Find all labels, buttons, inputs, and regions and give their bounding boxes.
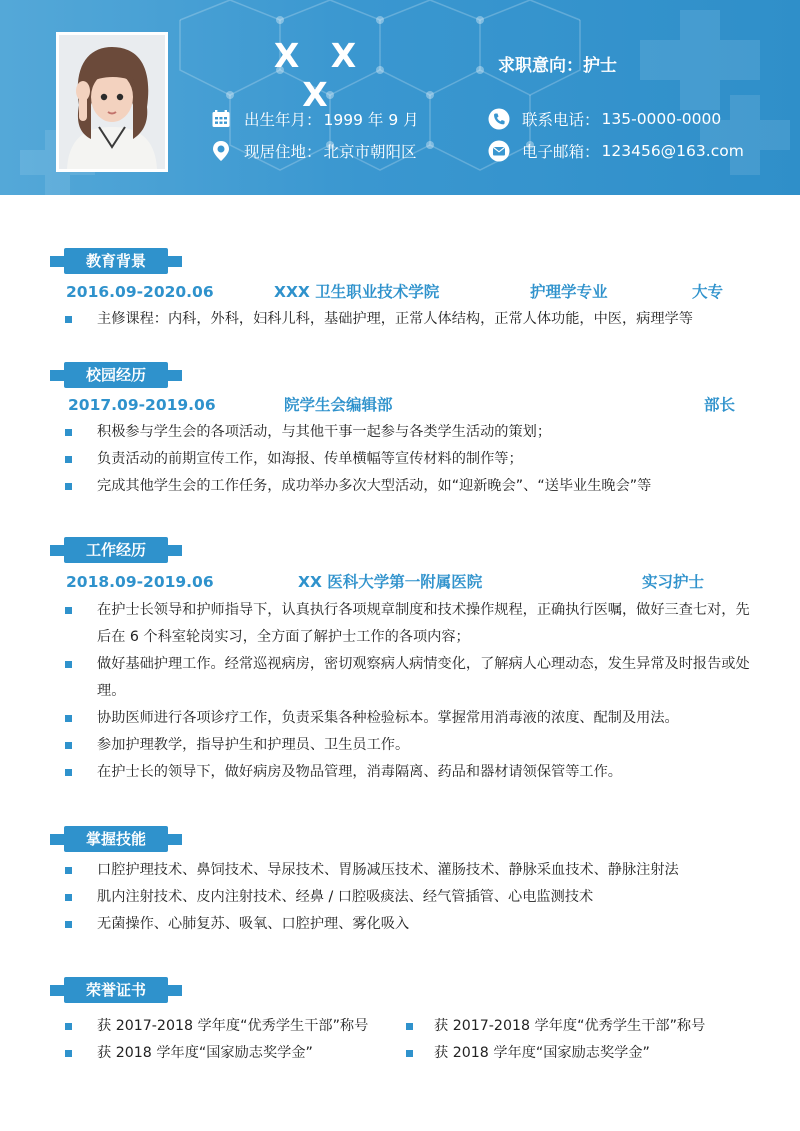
header-banner [0, 0, 800, 195]
bullet-marker [406, 1023, 413, 1030]
list-item: 负责活动的前期宣传工作，如海报、传单横幅等宣传材料的制作等； [65, 446, 755, 473]
list-item: 完成其他学生会的工作任务，成功举办多次大型活动，如“迎新晚会”、“送毕业生晚会”等 [65, 473, 755, 500]
list-item: 做好基础护理工作。经常巡视病房，密切观察病人病情变化，了解病人心理动态，发生异常及时报告或处理。 [65, 651, 755, 705]
list-item: 无菌操作、心肺复苏、吸氧、口腔护理、雾化吸入 [65, 911, 755, 938]
bullet-marker [65, 715, 72, 722]
bullet-marker [406, 1050, 413, 1057]
bullet-marker [65, 316, 72, 323]
bullet-marker [65, 769, 72, 776]
email-label: 电子邮箱： [522, 143, 600, 161]
bullet-marker [65, 921, 72, 928]
candidate-name: X X X [273, 36, 367, 114]
list-item: 获 2018 学年度“国家励志奖学金” [65, 1040, 395, 1067]
location-icon [210, 140, 232, 162]
birth-label: 出生年月： [244, 111, 322, 129]
section-label: 工作经历 [64, 537, 168, 563]
bullet-marker [65, 867, 72, 874]
birth-value: 1999 年 9 月 [323, 111, 419, 129]
bullet-marker [65, 483, 72, 490]
list-item: 在护士长的领导下，做好病房及物品管理，消毒隔离、药品和器材请领保管等工作。 [65, 759, 755, 786]
work-org: XX 医科大学第一附属医院 [298, 573, 483, 591]
birth-info [210, 107, 419, 131]
list-item: 协助医师进行各项诊疗工作，负责采集各种检验标本。掌握常用消毒液的浓度、配制及用法。 [65, 705, 755, 732]
portrait-illustration [59, 35, 165, 169]
phone-label: 联系电话： [522, 111, 600, 129]
section-label: 掌握技能 [64, 826, 168, 852]
list-item: 主修课程：内科，外科，妇科儿科，基础护理，正常人体结构，正常人体功能，中医，病理学等 [65, 306, 755, 333]
campus-org: 院学生会编辑部 [284, 396, 393, 414]
email-icon [488, 140, 510, 162]
education-degree: 大专 [692, 283, 724, 301]
list-item: 肌内注射技术、皮内注射技术、经鼻 / 口腔吸痰法、经气管插管、心电监测技术 [65, 884, 755, 911]
phone-icon [488, 108, 510, 130]
work-period: 2018.09-2019.06 [66, 573, 214, 591]
address-info [210, 139, 417, 163]
bullet-marker [65, 429, 72, 436]
education-period: 2016.09-2020.06 [66, 283, 214, 301]
work-role: 实习护士 [642, 573, 705, 591]
campus-role: 部长 [704, 396, 736, 414]
profile-photo [56, 32, 168, 172]
list-item: 在护士长领导和护师指导下，认真执行各项规章制度和技术操作规程，正确执行医嘱，做好三查七对，先后在 6 个科室轮岗实习，全方面了解护士工作的各项内容； [65, 597, 755, 651]
list-item: 积极参与学生会的各项活动，与其他干事一起参与各类学生活动的策划； [65, 419, 755, 446]
calendar-icon [210, 108, 232, 130]
email-info [488, 139, 744, 163]
job-intent: 求职意向：护士 [498, 56, 617, 76]
address-value: 北京市朝阳区 [323, 143, 417, 161]
bullet-marker [65, 661, 72, 668]
section-label: 校园经历 [64, 362, 168, 388]
education-school: XXX 卫生职业技术学院 [274, 283, 440, 301]
section-label: 教育背景 [64, 248, 168, 274]
section-label: 荣誉证书 [64, 977, 168, 1003]
phone-info [488, 107, 721, 131]
bullet-marker [65, 1050, 72, 1057]
phone-value: 135-0000-0000 [601, 110, 722, 128]
bullet-marker [65, 456, 72, 463]
bullet-marker [65, 742, 72, 749]
list-item: 口腔护理技术、鼻饲技术、导尿技术、胃肠减压技术、灌肠技术、静脉采血技术、静脉注射法 [65, 857, 755, 884]
bullet-marker [65, 894, 72, 901]
campus-period: 2017.09-2019.06 [68, 396, 216, 414]
list-item: 获 2017-2018 学年度“优秀学生干部”称号 [406, 1013, 766, 1040]
bullet-marker [65, 1023, 72, 1030]
list-item: 获 2017-2018 学年度“优秀学生干部”称号 [65, 1013, 395, 1040]
bullet-marker [65, 607, 72, 614]
address-label: 现居住地： [244, 143, 322, 161]
list-item: 参加护理教学，指导护生和护理员、卫生员工作。 [65, 732, 755, 759]
email-value: 123456@163.com [601, 142, 744, 160]
education-major: 护理学专业 [530, 283, 608, 301]
list-item: 获 2018 学年度“国家励志奖学金” [406, 1040, 766, 1067]
